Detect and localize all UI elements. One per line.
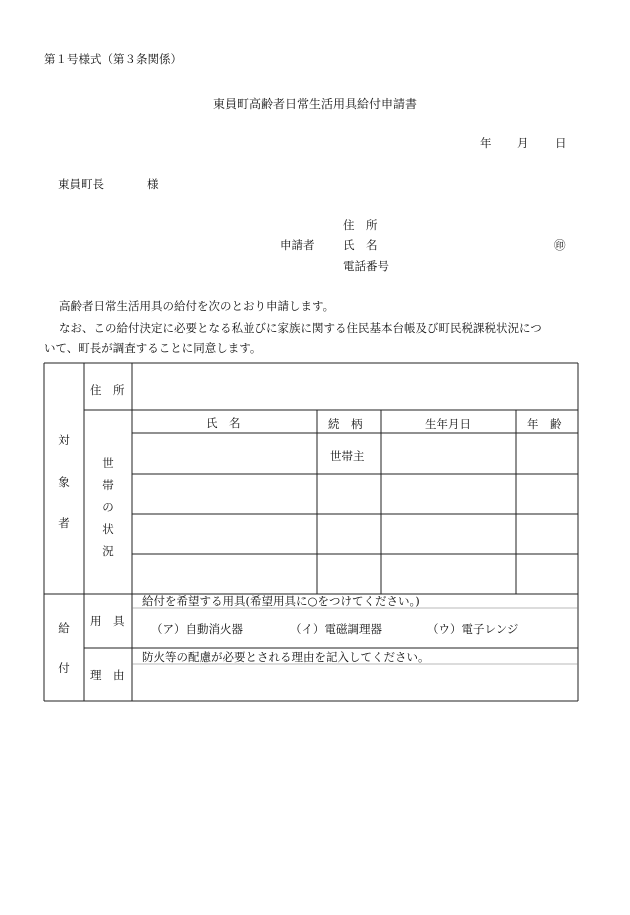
column-header-age: 年 齢 <box>527 417 562 431</box>
equipment-instruction: 給付を希望する用具(希望用具に○をつけてください。) <box>142 594 420 608</box>
equipment-label: 用 具 <box>90 614 125 628</box>
subject-header-char: 対 <box>58 433 70 447</box>
column-header-birthdate: 生年月日 <box>425 417 471 431</box>
benefit-header-char: 付 <box>58 661 70 675</box>
addressee-honorific: 様 <box>147 177 159 191</box>
statement-line-2: なお、この給付決定に必要となる私並びに家族に関する住民基本台帳及び町民税課税状況につ <box>59 321 542 335</box>
address-field[interactable] <box>133 364 577 409</box>
applicant-phone-label: 電話番号 <box>343 259 389 273</box>
option-induction-cooker[interactable]: （イ）電磁調理器 <box>290 622 382 636</box>
date-day-label: 日 <box>555 136 567 150</box>
statement-line-3: いて、町長が調査することに同意します。 <box>44 341 262 355</box>
date-month-label: 月 <box>517 136 529 150</box>
household-header-char: 帯 <box>102 478 114 492</box>
reason-instruction: 防火等の配慮が必要とされる理由を記入してください。 <box>142 650 430 664</box>
relation-head-of-household: 世帯主 <box>330 449 365 463</box>
addressee-name: 東員町長 <box>58 177 104 191</box>
column-header-relation: 続 柄 <box>328 417 363 431</box>
statement-line-1: 高齢者日常生活用具の給付を次のとおり申請します。 <box>59 299 335 313</box>
seal-mark-icon: ㊞ <box>554 238 566 252</box>
subject-header-char: 象 <box>58 475 70 489</box>
date-year-label: 年 <box>480 136 492 150</box>
subject-header-char: 者 <box>58 516 70 530</box>
household-header-char: 況 <box>102 544 114 558</box>
column-header-name: 氏 名 <box>206 416 241 430</box>
benefit-header-char: 給 <box>58 621 70 635</box>
household-header-char: 世 <box>102 456 114 470</box>
household-header-char: 状 <box>102 522 114 536</box>
form-number: 第１号様式（第３条関係） <box>44 52 182 66</box>
applicant-address-label: 住 所 <box>343 218 378 232</box>
household-header-char: の <box>102 500 114 514</box>
document-title: 東員町高齢者日常生活用具給付申請書 <box>212 97 417 111</box>
reason-label: 理 由 <box>90 668 125 682</box>
address-row-label: 住 所 <box>90 383 125 397</box>
option-auto-extinguisher[interactable]: （ア）自動消火器 <box>151 622 243 636</box>
reason-field[interactable] <box>133 665 577 700</box>
applicant-section-label: 申請者 <box>280 238 315 252</box>
applicant-name-label: 氏 名 <box>343 238 378 252</box>
option-microwave[interactable]: （ウ）電子レンジ <box>427 622 519 636</box>
